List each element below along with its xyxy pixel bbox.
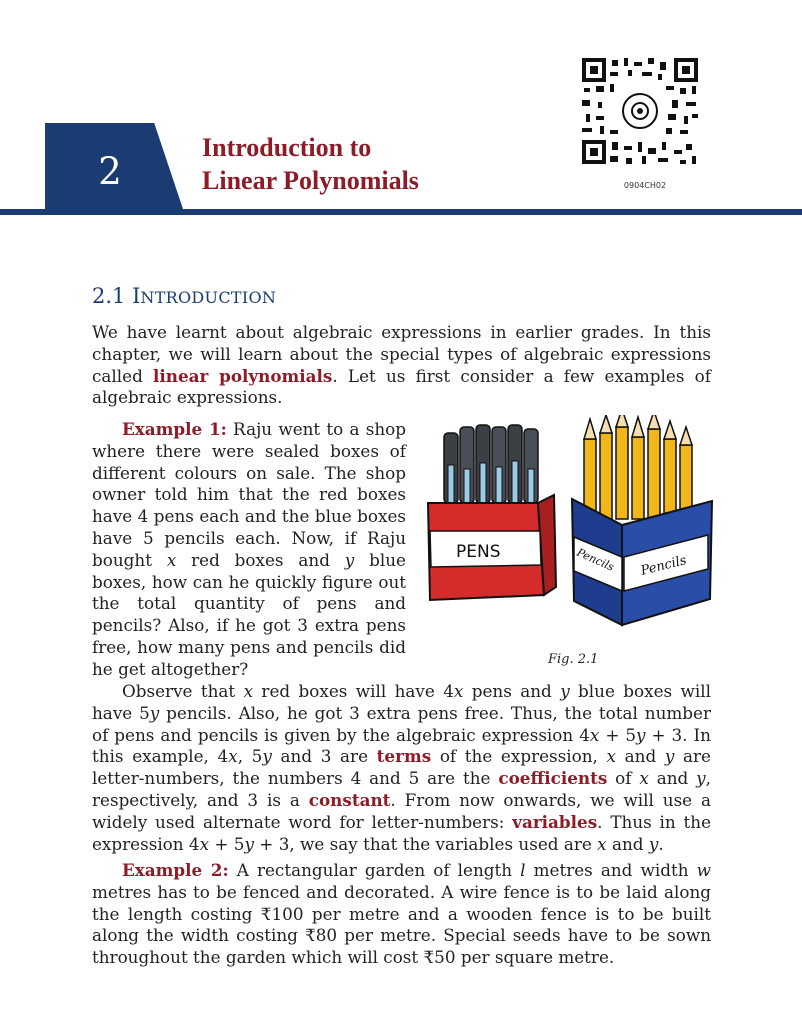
observe-text: + 5 <box>599 724 637 745</box>
example-2-text: metres has to be fenced and decorated. A wire fence is to be laid along the length costing ₹100 per metre and a wooden fence is to be built along the width costing ₹80 per metre. Special seeds have to be sown throughout the garden which will cost ₹50 per square metre. <box>92 881 711 968</box>
var-w: w <box>696 860 711 880</box>
var-x: x <box>243 681 254 701</box>
observe-text: of the expression, <box>431 746 607 767</box>
section-title-rest: NTRODUCTION <box>140 288 277 307</box>
pencils-box-front-label: Pencils <box>639 553 689 579</box>
var-y: y <box>648 833 659 854</box>
observe-text: + 5 <box>209 833 245 854</box>
observe-text: of <box>607 768 640 789</box>
term-constant: constant <box>308 789 391 810</box>
var-y: y <box>636 724 646 745</box>
observe-text: . <box>658 833 664 854</box>
observe-text: , respectively, and 3 is a <box>92 768 711 810</box>
chapter-number: 2 <box>98 150 122 193</box>
chapter-title-line1: Introduction to <box>202 133 372 162</box>
intro-text-b: . Let us first consider a few examples of algebraic expressions. <box>92 365 711 408</box>
figure-caption: Fig. 2.1 <box>548 652 599 667</box>
var-y: y <box>664 746 675 767</box>
chapter-title <box>202 131 419 197</box>
example-1-text-a: Raju went to a shop where there were sealed boxes of different colours on sale. The shop owner told him that the red boxes have 4 pens each and the blue boxes have 5 pencils each. Now, if Raju bought <box>92 419 406 570</box>
observe-text: pencils. Also, he got 3 extra pens free. Thus, the total number of pens and pencils is given by the algebraic expression 4 <box>92 702 711 745</box>
red-box <box>428 495 556 600</box>
example-2-label: Example 2: <box>122 860 229 880</box>
intro-text-a: We have learnt about algebraic expressions in earlier grades. In this chapter, we will learn about the special types of algebraic expressions called <box>92 322 711 386</box>
var-x: x <box>639 768 649 789</box>
example-1-text-c: blue boxes, how can he quickly figure out the total quantity of pens and pencils? Also, if he got 3 extra pens free, how many pens and pencils did he get altogether? <box>92 549 406 679</box>
var-x: x <box>589 724 600 745</box>
pens-group <box>444 425 538 503</box>
pens-pencils-illustration <box>426 415 716 635</box>
example-1-paragraph <box>92 419 406 681</box>
chapter-code: 0904CH02 <box>623 181 667 190</box>
observe-text: . From now onwards, we will use a widely used alternate word for letter-numbers: <box>92 789 711 832</box>
section-heading <box>92 284 276 308</box>
example-1-text-b: red boxes and <box>176 549 345 570</box>
term-linear-polynomials: linear polynomials <box>153 365 333 386</box>
example-2-text: A rectangular garden of length <box>228 860 521 880</box>
observe-text: + 3. In this example, 4 <box>92 724 711 767</box>
var-x: x <box>453 681 464 701</box>
section-title-cap: I <box>132 284 141 308</box>
observe-text: Observe that <box>122 681 244 701</box>
pencils-box-side-label: Pencils <box>574 545 617 574</box>
observe-text: and <box>648 768 697 789</box>
var-l: l <box>520 860 526 880</box>
observe-text: and <box>606 833 649 854</box>
observe-text: . Thus in the expression 4 <box>92 811 712 854</box>
term-variables: variables <box>512 811 598 832</box>
observe-paragraph <box>92 681 711 855</box>
var-y: y <box>244 833 254 854</box>
observe-text: red boxes will have 4 <box>253 681 454 701</box>
var-x: x <box>606 746 616 767</box>
pencils-group <box>584 415 692 519</box>
observe-text: blue boxes will have 5 <box>92 681 712 723</box>
observe-text: and 3 are <box>271 746 377 767</box>
term-coefficients: coefficients <box>498 768 608 789</box>
qr-code-icon[interactable] <box>580 56 700 166</box>
observe-text: pens and <box>463 681 561 701</box>
var-x: x <box>597 833 607 854</box>
pens-box-label: PENS <box>456 542 501 562</box>
var-y: y <box>696 768 706 789</box>
observe-text: , 5 <box>237 746 263 767</box>
var-y: y <box>560 681 570 701</box>
var-x: x <box>199 833 210 854</box>
observe-text: + 3, we say that the variables used are <box>253 833 598 854</box>
var-y: y <box>262 746 272 767</box>
var-y: y <box>344 549 355 570</box>
var-x: x <box>228 746 238 767</box>
var-y: y <box>149 702 160 723</box>
var-x: x <box>166 549 177 570</box>
example-1-label: Example 1: <box>122 419 227 439</box>
observe-text: and <box>616 746 665 767</box>
example-2-text: metres and width <box>525 860 697 880</box>
example-2-paragraph <box>92 860 711 969</box>
term-terms: terms <box>376 746 432 767</box>
intro-paragraph <box>92 322 711 409</box>
chapter-title-line2: Linear Polynomials <box>202 166 419 195</box>
section-number: 2.1 <box>92 284 126 308</box>
observe-text: are letter-numbers, the numbers 4 and 5 are the <box>92 746 711 789</box>
